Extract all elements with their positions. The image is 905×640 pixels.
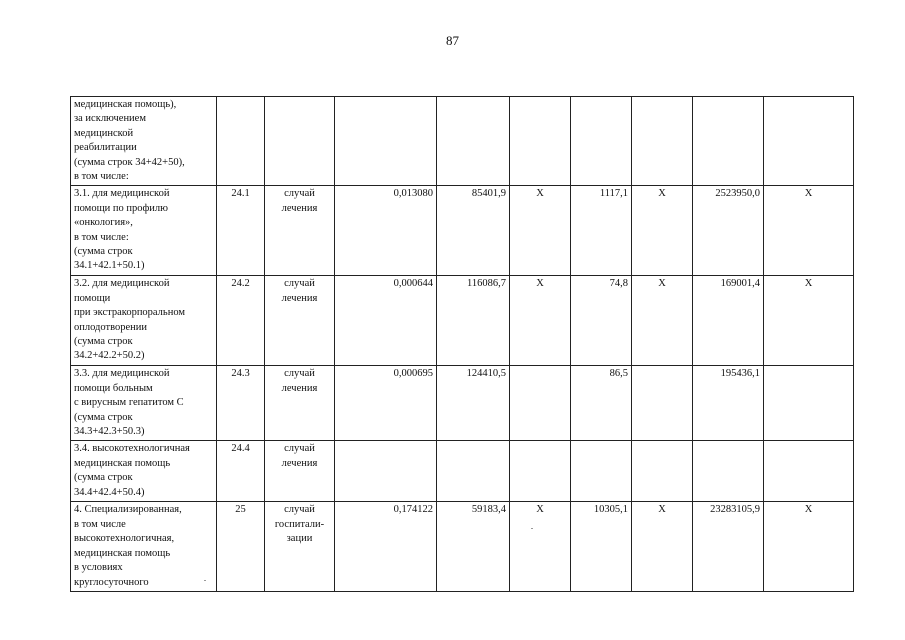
table-row	[71, 276, 854, 366]
value-cell: X	[632, 276, 693, 366]
value-cell	[632, 366, 693, 441]
value-cell: 59183,4	[437, 502, 510, 591]
value-cell: 10305,1	[571, 502, 632, 591]
row-name-cell: 3.1. для медицинской помощи по профилю «онкология», в том числе: (сумма строк 34.1+42.1+50.1)	[71, 186, 217, 276]
value-cell: 23283105,9	[693, 502, 764, 591]
value-cell	[764, 97, 854, 186]
row-name-cell: медицинская помощь), за исключением медицинской реабилитации (сумма строк 34+42+50), в том числе:	[71, 97, 217, 186]
value-cell	[571, 441, 632, 502]
value-cell: 1117,1	[571, 186, 632, 276]
unit-cell: случай госпитали- зации	[265, 502, 335, 591]
value-cell: 0,000695	[335, 366, 437, 441]
unit-cell: случай лечения	[265, 186, 335, 276]
row-name-cell: 4. Специализированная, в том числе высокотехнологичная, медицинская помощь в условиях круглосуточного	[71, 502, 217, 591]
value-cell	[764, 441, 854, 502]
value-cell: X	[764, 186, 854, 276]
row-number-cell: 24.2	[217, 276, 265, 366]
value-cell: X	[510, 276, 571, 366]
unit-cell: случай лечения	[265, 276, 335, 366]
value-cell	[632, 97, 693, 186]
row-name-cell: 3.3. для медицинской помощи больным с вирусным гепатитом С (сумма строк 34.3+42.3+50.3)	[71, 366, 217, 441]
value-cell: X	[510, 186, 571, 276]
scan-speck	[204, 580, 206, 581]
value-cell: 169001,4	[693, 276, 764, 366]
value-cell	[510, 441, 571, 502]
value-cell	[335, 441, 437, 502]
value-cell: 124410,5	[437, 366, 510, 441]
value-cell	[571, 97, 632, 186]
value-cell: X	[632, 502, 693, 591]
unit-cell: случай лечения	[265, 366, 335, 441]
row-number-cell: 25	[217, 502, 265, 591]
value-cell	[437, 441, 510, 502]
data-table	[70, 96, 854, 592]
value-cell: X	[510, 502, 571, 591]
table-row	[71, 441, 854, 502]
page-number: 87	[446, 33, 459, 48]
value-cell	[632, 441, 693, 502]
value-cell: 195436,1	[693, 366, 764, 441]
value-cell: X	[764, 276, 854, 366]
value-cell	[510, 366, 571, 441]
value-cell	[437, 97, 510, 186]
row-number-cell: 24.4	[217, 441, 265, 502]
row-number-cell: 24.3	[217, 366, 265, 441]
unit-cell: случай лечения	[265, 441, 335, 502]
row-name-cell: 3.4. высокотехнологичная медицинская помощь (сумма строк 34.4+42.4+50.4)	[71, 441, 217, 502]
value-cell: 0,174122	[335, 502, 437, 591]
value-cell: 85401,9	[437, 186, 510, 276]
scan-speck	[531, 528, 533, 529]
value-cell: X	[632, 186, 693, 276]
row-number-cell	[217, 97, 265, 186]
value-cell	[693, 441, 764, 502]
row-number-cell: 24.1	[217, 186, 265, 276]
table-row	[71, 186, 854, 276]
value-cell: 86,5	[571, 366, 632, 441]
value-cell	[335, 97, 437, 186]
unit-cell	[265, 97, 335, 186]
value-cell	[693, 97, 764, 186]
table-row	[71, 502, 854, 591]
table-row	[71, 97, 854, 186]
value-cell: X	[764, 502, 854, 591]
value-cell: 116086,7	[437, 276, 510, 366]
table-row	[71, 366, 854, 441]
value-cell: 0,000644	[335, 276, 437, 366]
value-cell: 2523950,0	[693, 186, 764, 276]
value-cell: 0,013080	[335, 186, 437, 276]
row-name-cell: 3.2. для медицинской помощи при экстракорпоральном оплодотворении (сумма строк 34.2+42.2+50.2)	[71, 276, 217, 366]
value-cell	[510, 97, 571, 186]
value-cell	[764, 366, 854, 441]
value-cell: 74,8	[571, 276, 632, 366]
